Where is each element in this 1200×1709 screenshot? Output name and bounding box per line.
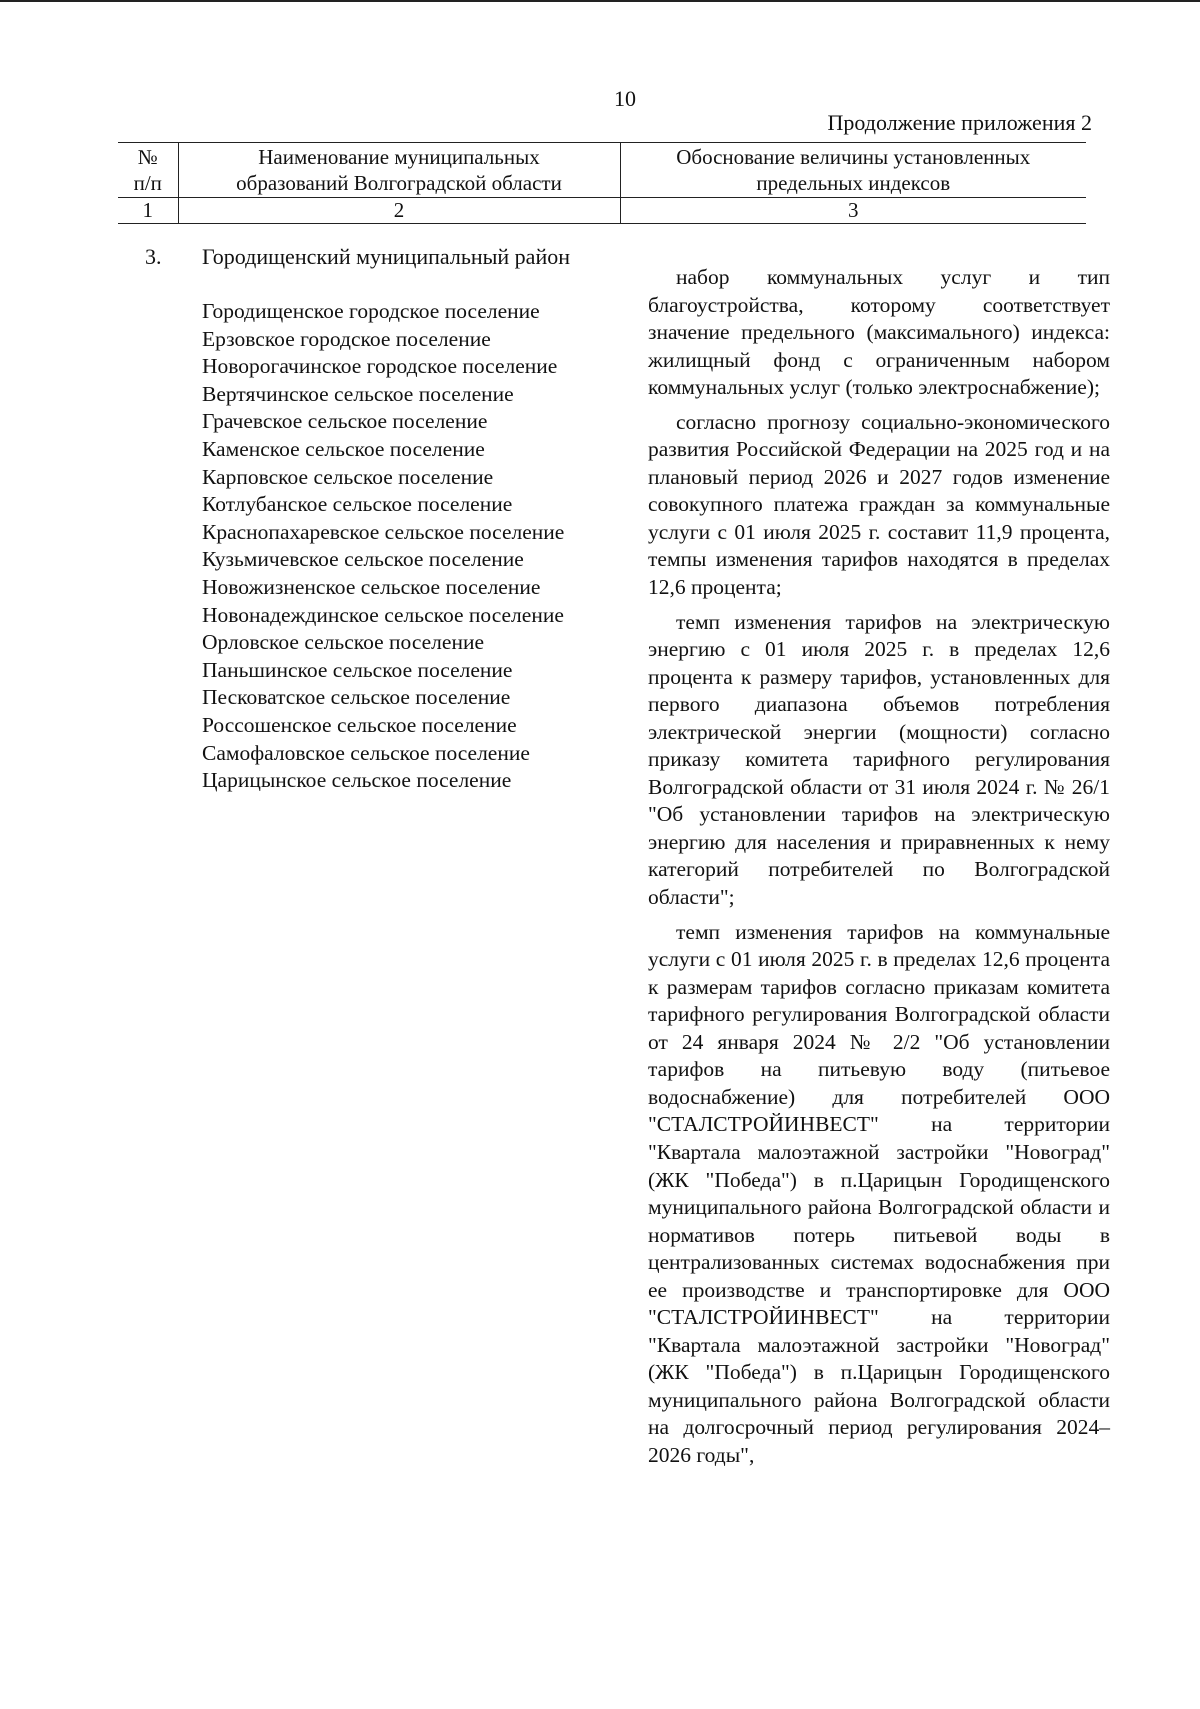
justification-paragraph: согласно прогнозу социально-экономического развития Российской Федерации на 2025 год и на плановый период 2026 и 2027 годов изменение совокупного платежа граждан за коммунальные услуги с 01 июля 2025 г. составит 11,9 процента, темпы изменения тарифов находятся в пределах 12,6 процента; (648, 409, 1110, 600)
settlement-item: Царицынское сельское поселение (202, 768, 512, 793)
header-cell-name (178, 143, 620, 198)
justification-text (648, 264, 1110, 1477)
settlement-item: Котлубанское сельское поселение (202, 492, 513, 517)
justification-paragraph: темп изменения тарифов на электрическую энергию с 01 июля 2025 г. в пределах 12,6 процента к размеру тарифов, установленных для первого диапазона объемов потребления электрической энергии (мощности) согласно приказу комитета тарифного регулирования Волгоградской области от 31 июля 2024 г. № 26/1 "Об установлении тарифов на электрическую энергию для населения и приравненных к нему категорий потребителей по Волгоградской области"; (648, 609, 1110, 910)
column-number-1: 1 (118, 198, 178, 224)
settlement-item: Песковатское сельское поселение (202, 685, 511, 710)
settlement-item: Каменское сельское поселение (202, 436, 485, 461)
settlement-item: Краснопахаревское сельское поселение (202, 519, 565, 544)
header-cell-number (118, 143, 178, 198)
section-number: 3. (145, 244, 162, 269)
settlement-item: Паньшинское сельское поселение (202, 657, 513, 682)
header-name-line2: образований Волгоградской области (236, 171, 562, 195)
settlement-item: Ерзовское городское поселение (202, 326, 491, 351)
settlement-list (202, 298, 564, 795)
settlement-item: Городищенское городское поселение (202, 299, 540, 323)
column-number-3: 3 (620, 198, 1086, 224)
settlement-item: Грачевское сельское поселение (202, 409, 488, 434)
header-name-line1: Наименование муниципальных (258, 145, 540, 169)
header-number-line1: № (137, 145, 158, 169)
settlement-item: Карповское сельское поселение (202, 464, 494, 489)
settlement-item: Новонадеждинское сельское поселение (202, 602, 564, 627)
header-row (118, 143, 1086, 198)
settlement-item: Новожизненское сельское поселение (202, 574, 541, 599)
header-number-line2: п/п (133, 171, 162, 195)
header-cell-justification (620, 143, 1086, 198)
settlement-item: Россошенское сельское поселение (202, 712, 517, 737)
settlement-item: Орловское сельское поселение (202, 630, 484, 655)
top-rule (0, 0, 1200, 2)
header-table (118, 142, 1086, 224)
justification-paragraph: набор коммунальных услуг и тип благоустройства, которому соответствует значение предельного (максимального) индекса: жилищный фонд с ограниченным набором коммунальных услуг (только электроснабжение); (648, 265, 1110, 400)
section-title: Городищенский муниципальный район (202, 244, 570, 269)
header-justification-line1: Обоснование величины установленных (676, 145, 1031, 169)
settlement-item: Кузьмичевское сельское поселение (202, 547, 524, 572)
page-number: 10 (614, 86, 636, 111)
justification-paragraph: темп изменения тарифов на коммунальные услуги с 01 июля 2025 г. в пределах 12,6 процента к размерам тарифов согласно приказам комитета тарифного регулирования Волгоградской области от 24 января 2024 № 2/2 "Об установлении тарифов на питьевую воду (питьевое водоснабжение) для потребителей ООО "СТАЛСТРОЙИНВЕСТ" на территории "Квартала малоэтажной застройки "Новоград" (ЖК "Победа") в п.Царицын Городищенского муниципального района Волгоградской области и нормативов потерь питьевой воды в централизованных системах водоснабжения при ее производстве и транспортировке для ООО "СТАЛСТРОЙИНВЕСТ" на территории "Квартала малоэтажной застройки "Новоград" (ЖК "Победа") в п.Царицын Городищенского муниципального района Волгоградской области на долгосрочный период регулирования 2024–2026 годы", (648, 919, 1110, 1467)
settlement-item: Новорогачинское городское поселение (202, 354, 558, 379)
settlement-item: Вертячинское сельское поселение (202, 381, 514, 406)
appendix-continuation-label: Продолжение приложения 2 (827, 110, 1092, 135)
settlement-item: Самофаловское сельское поселение (202, 740, 530, 765)
header-justification-line2: предельных индексов (756, 171, 951, 195)
column-number-row (118, 198, 1086, 224)
column-number-2: 2 (178, 198, 620, 224)
